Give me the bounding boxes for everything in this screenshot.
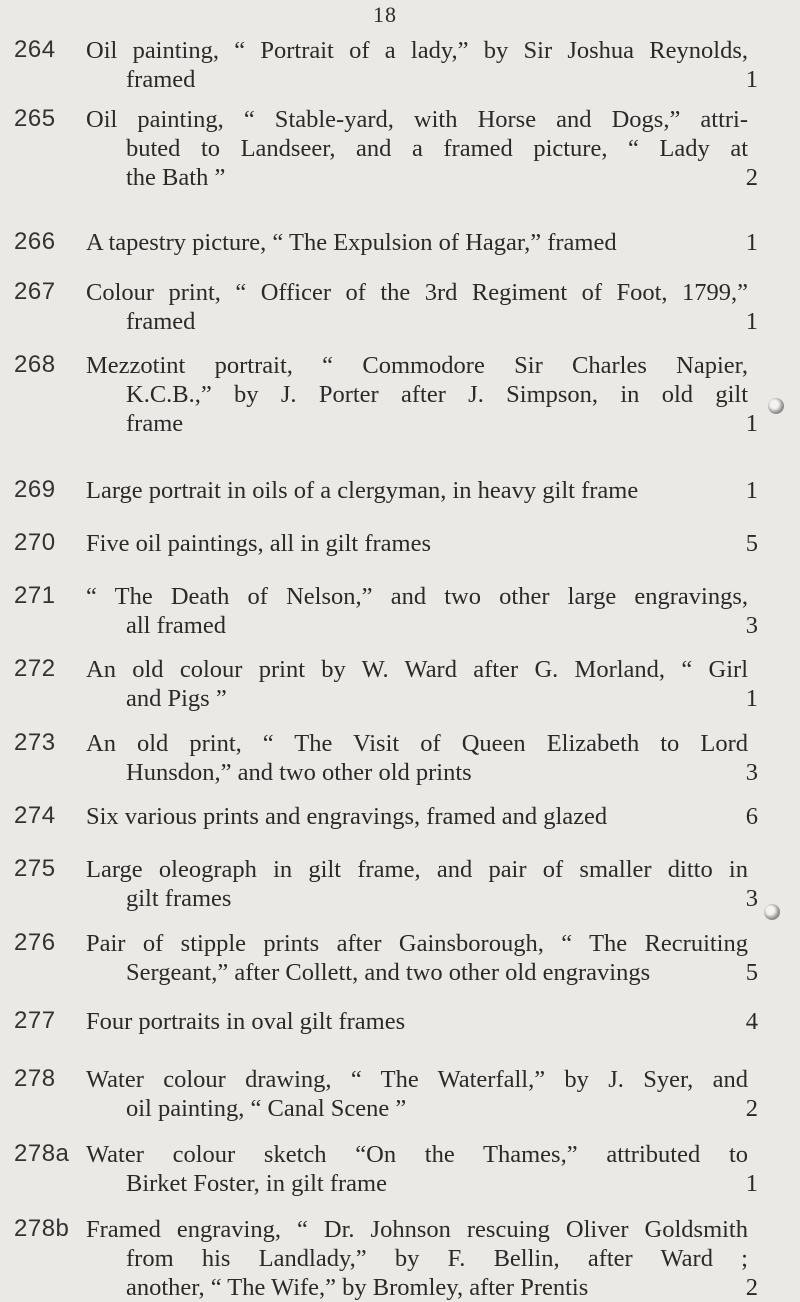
description-line	[86, 1244, 758, 1273]
lot-description	[86, 802, 758, 831]
line-text: Pair of stipple prints after Gainsborough, “ The Recruiting	[86, 930, 748, 957]
line-text: Hunsdon,” and two other old prints	[126, 759, 472, 786]
lot-number: 277	[14, 1007, 56, 1034]
lot-number: 267	[14, 278, 56, 305]
description-line	[86, 1007, 758, 1036]
quantity: 1	[745, 477, 758, 504]
lot-description	[86, 228, 758, 257]
lot-description	[86, 655, 758, 713]
line-text: K.C.B.,” by J. Porter after J. Simpson, in old gilt	[126, 381, 748, 408]
description-line	[86, 380, 758, 409]
description-line	[86, 655, 758, 684]
quantity: 5	[745, 959, 758, 986]
line-text: the Bath ”	[126, 164, 226, 191]
quantity: 1	[745, 685, 758, 712]
description-line	[86, 351, 758, 380]
line-text: and Pigs ”	[126, 685, 227, 712]
description-line	[86, 611, 758, 640]
line-text: Water colour sketch “On the Thames,” attributed to	[86, 1141, 748, 1168]
lot-number: 271	[14, 582, 56, 609]
description-line	[86, 855, 758, 884]
description-line	[86, 1273, 758, 1302]
lot-description	[86, 278, 758, 336]
lot-description	[86, 855, 758, 913]
line-text: oil painting, “ Canal Scene ”	[126, 1095, 407, 1122]
lot-description	[86, 582, 758, 640]
quantity: 1	[745, 229, 758, 256]
page-number: 18	[373, 2, 397, 27]
lot-description	[86, 476, 758, 505]
line-text: another, “ The Wife,” by Bromley, after Prentis	[126, 1274, 589, 1301]
description-line	[86, 1169, 758, 1198]
lot-number: 270	[14, 529, 56, 556]
description-line	[86, 929, 758, 958]
line-text: Large portrait in oils of a clergyman, in heavy gilt frame	[86, 477, 639, 504]
lot-description	[86, 529, 758, 558]
description-line	[86, 163, 758, 192]
line-text: Water colour drawing, “ The Waterfall,” by J. Syer, and	[86, 1066, 748, 1093]
lot-description	[86, 1140, 758, 1198]
description-line	[86, 1140, 758, 1169]
quantity: 1	[745, 66, 758, 93]
lot-number: 276	[14, 929, 56, 956]
lot-description	[86, 105, 758, 192]
description-line	[86, 1094, 758, 1123]
lot-description	[86, 729, 758, 787]
line-text: Large oleograph in gilt frame, and pair of smaller ditto in	[86, 856, 748, 883]
description-line	[86, 105, 758, 134]
line-text: Oil painting, “ Portrait of a lady,” by Sir Joshua Reynolds,	[86, 37, 748, 64]
description-line	[86, 278, 758, 307]
description-line	[86, 1215, 758, 1244]
binding-hole-mark	[768, 398, 784, 414]
lot-number: 264	[14, 36, 56, 63]
quantity: 2	[745, 1274, 758, 1301]
description-line	[86, 36, 758, 65]
line-text: Birket Foster, in gilt frame	[126, 1170, 387, 1197]
lot-number: 272	[14, 655, 56, 682]
line-text: frame	[126, 410, 184, 437]
quantity: 1	[745, 410, 758, 437]
description-line	[86, 802, 758, 831]
description-line	[86, 684, 758, 713]
description-line	[86, 476, 758, 505]
description-line	[86, 228, 758, 257]
lot-number: 266	[14, 228, 56, 255]
lot-description	[86, 1215, 758, 1302]
description-line	[86, 758, 758, 787]
line-text: Four portraits in oval gilt frames	[86, 1008, 406, 1035]
line-text: A tapestry picture, “ The Expulsion of Hagar,” framed	[86, 229, 617, 256]
line-text: gilt frames	[126, 885, 232, 912]
quantity: 6	[745, 803, 758, 830]
lot-number: 269	[14, 476, 56, 503]
line-text: Mezzotint portrait, “ Commodore Sir Charles Napier,	[86, 352, 748, 379]
line-text: all framed	[126, 612, 226, 639]
lot-number: 278b	[14, 1215, 70, 1242]
line-text: Five oil paintings, all in gilt frames	[86, 530, 431, 557]
quantity: 3	[745, 612, 758, 639]
description-line	[86, 1065, 758, 1094]
lot-description	[86, 1065, 758, 1123]
lot-number: 275	[14, 855, 56, 882]
description-line	[86, 65, 758, 94]
description-line	[86, 729, 758, 758]
line-text: framed	[126, 308, 196, 335]
quantity: 4	[745, 1008, 758, 1035]
line-text: Oil painting, “ Stable-yard, with Horse and Dogs,” attri-	[86, 106, 748, 133]
binding-hole-mark	[764, 904, 780, 920]
description-line	[86, 529, 758, 558]
lot-description	[86, 1007, 758, 1036]
lot-number: 273	[14, 729, 56, 756]
lot-number: 265	[14, 105, 56, 132]
lot-description	[86, 929, 758, 987]
quantity: 2	[745, 1095, 758, 1122]
lot-number: 274	[14, 802, 56, 829]
lot-description	[86, 36, 758, 94]
line-text: Framed engraving, “ Dr. Johnson rescuing Oliver Goldsmith	[86, 1216, 748, 1243]
line-text: An old print, “ The Visit of Queen Elizabeth to Lord	[86, 730, 748, 757]
line-text: Colour print, “ Officer of the 3rd Regiment of Foot, 1799,”	[86, 279, 748, 306]
quantity: 3	[745, 759, 758, 786]
quantity: 1	[745, 308, 758, 335]
quantity: 3	[745, 885, 758, 912]
lot-number: 278a	[14, 1140, 70, 1167]
line-text: “ The Death of Nelson,” and two other large engravings,	[86, 583, 748, 610]
description-line	[86, 884, 758, 913]
line-text: Sergeant,” after Collett, and two other old engravings	[126, 959, 651, 986]
line-text: buted to Landseer, and a framed picture, “ Lady at	[126, 135, 748, 162]
description-line	[86, 134, 758, 163]
lot-number: 268	[14, 351, 56, 378]
line-text: An old colour print by W. Ward after G. Morland, “ Girl	[86, 656, 748, 683]
quantity: 5	[745, 530, 758, 557]
quantity: 1	[745, 1170, 758, 1197]
line-text: framed	[126, 66, 196, 93]
lot-description	[86, 351, 758, 438]
line-text: Six various prints and engravings, framed and glazed	[86, 803, 608, 830]
lot-number: 278	[14, 1065, 56, 1092]
quantity: 2	[745, 164, 758, 191]
description-line	[86, 307, 758, 336]
line-text: from his Landlady,” by F. Bellin, after Ward ;	[126, 1245, 748, 1272]
description-line	[86, 582, 758, 611]
description-line	[86, 409, 758, 438]
description-line	[86, 958, 758, 987]
